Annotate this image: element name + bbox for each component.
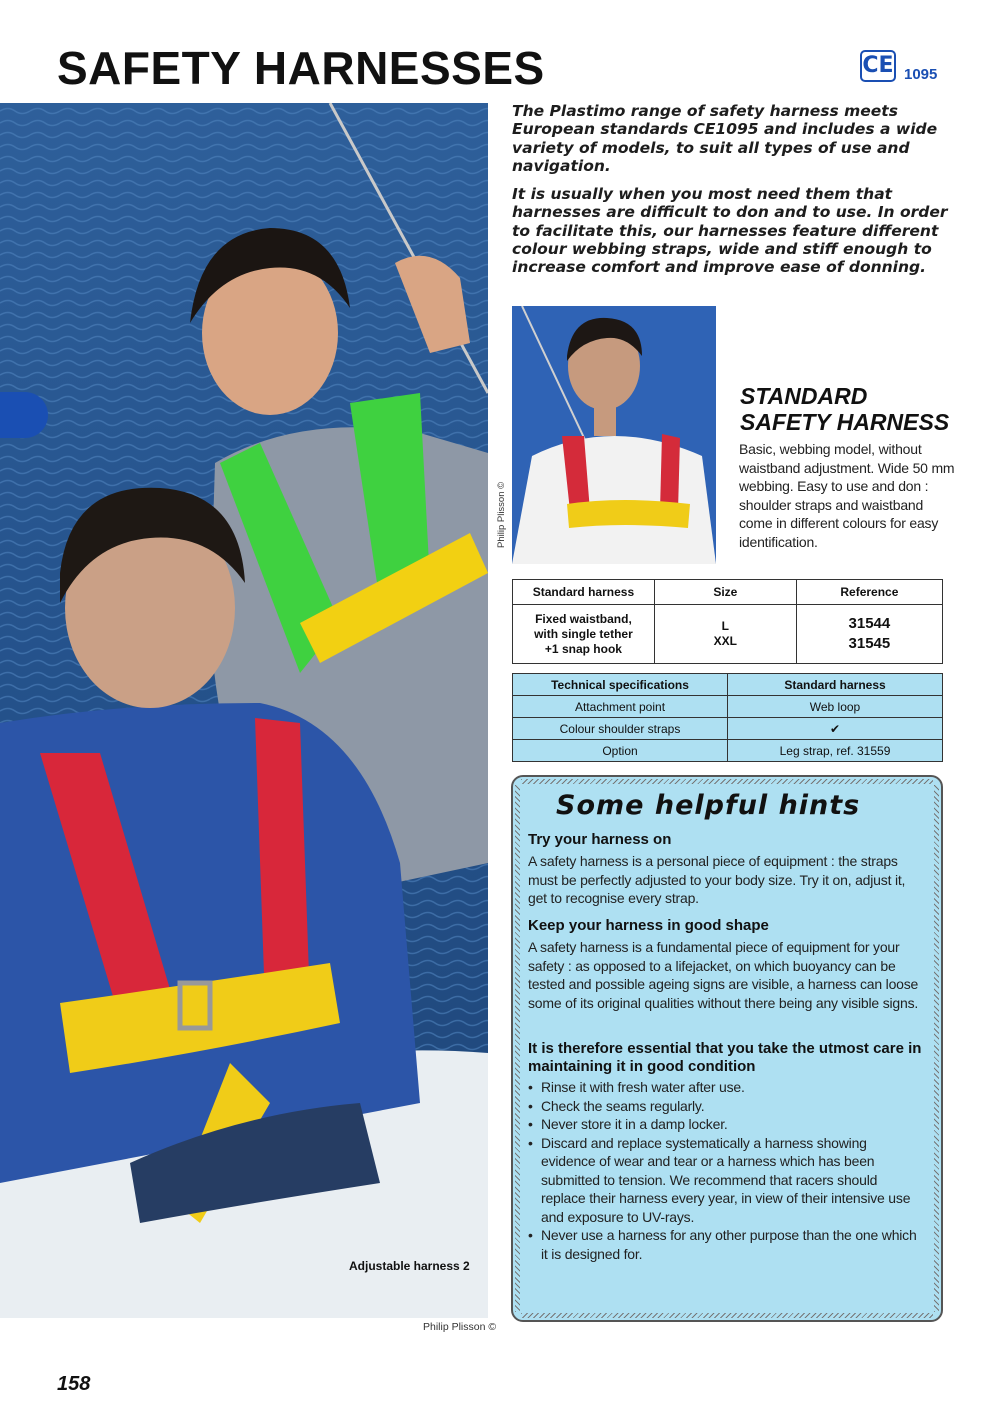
hatch-border xyxy=(521,779,933,784)
table-row xyxy=(513,740,943,762)
ce-standard-number: 1095 xyxy=(904,66,938,83)
hint-heading: It is therefore essential that you take the utmost care in maintaining it in good condition xyxy=(528,1040,922,1075)
list-item: • Check the seams regularly. xyxy=(528,1097,923,1116)
table-header: Standard harness xyxy=(513,580,655,605)
table-cell: Web loop xyxy=(728,696,943,718)
harness-description-line: Fixed waistband, xyxy=(535,611,632,626)
product-photo-credit: Philip Plisson © xyxy=(496,481,507,548)
section-tab xyxy=(0,392,48,438)
table-cell: Colour shoulder straps xyxy=(513,718,728,740)
main-photo-caption: Adjustable harness 2 xyxy=(349,1259,470,1273)
product-title-line: SAFETY HARNESS xyxy=(740,409,950,435)
table-cell: Leg strap, ref. 31559 xyxy=(728,740,943,762)
main-photo-credit: Philip Plisson © xyxy=(423,1321,497,1333)
size-value: XXL xyxy=(713,634,737,648)
table-cell xyxy=(513,605,655,664)
intro-paragraph: It is usually when you most need them that harnesses are difficult to don and to use. In order to facilitate this, our harnesses feature different colour webbing straps, wide and stiff enough to increase comfort and improve ease of donning. xyxy=(512,185,948,277)
product-description: Basic, webbing model, without waistband adjustment. Wide 50 mm webbing. Easy to use and don : shoulder straps and waistband come in different colours for easy identification. xyxy=(739,441,955,550)
table-cell: Option xyxy=(513,740,728,762)
hint-heading: Try your harness on xyxy=(528,831,672,848)
table-row xyxy=(513,718,943,740)
reference-value: 31544 xyxy=(848,615,891,632)
list-item: • Rinse it with fresh water after use. xyxy=(528,1078,923,1097)
table-header: Standard harness xyxy=(728,674,943,696)
reference-value: 31545 xyxy=(848,635,891,652)
product-title xyxy=(740,383,949,435)
list-item: • Discard and replace systematically a harness showing evidence of wear and tear or a harness which has been submitted to tension. We recommend that racers should replace their harness every year, in view of their intensive use and exposure to UV-rays. xyxy=(528,1134,923,1227)
hint-heading: Keep your harness in good shape xyxy=(528,917,769,934)
hatch-border xyxy=(934,785,939,1312)
table-header: Reference xyxy=(796,580,942,605)
table-header-row xyxy=(513,674,943,696)
page-number: 158 xyxy=(57,1373,91,1395)
hint-text: A safety harness is a personal piece of equipment : the straps must be perfectly adjusted to your body size. Try it on, adjust it, get to recognise every strap. xyxy=(528,853,906,906)
main-photo xyxy=(0,103,488,1318)
table-cell xyxy=(796,605,942,664)
maintenance-list xyxy=(528,1078,923,1263)
product-photo xyxy=(512,306,716,564)
table-header: Technical specifications xyxy=(513,674,728,696)
checkmark-icon: ✔ xyxy=(728,718,943,740)
table-cell: Attachment point xyxy=(513,696,728,718)
table-header: Size xyxy=(654,580,796,605)
hint-text: A safety harness is a fundamental piece of equipment for your safety : as opposed to a lifejacket, on which buoyancy can be tested and possible ageing signs are visible, a harness can loose some of its original qualities without there being any visible signs. xyxy=(528,939,919,1011)
harness-description-line: +1 snap hook xyxy=(544,641,622,656)
table-cell xyxy=(654,605,796,664)
product-photo-illustration xyxy=(512,306,716,564)
list-item: • Never use a harness for any other purpose than the one which it is designed for. xyxy=(528,1226,923,1263)
table-row xyxy=(513,605,943,664)
intro-paragraph: The Plastimo range of safety harness meets European standards CE1095 and includes a wide variety of models, to suit all types of use and navigation. xyxy=(512,102,938,175)
table-row xyxy=(513,696,943,718)
hatch-border xyxy=(521,1313,933,1318)
hatch-border xyxy=(515,785,520,1312)
size-value: L xyxy=(721,619,729,633)
product-title-line: STANDARD xyxy=(740,383,868,409)
technical-specs-table xyxy=(512,673,943,762)
hints-title: Some helpful hints xyxy=(556,790,861,821)
table-header-row xyxy=(513,580,943,605)
ce-mark-icon: CE xyxy=(860,50,896,82)
harness-description-line: with single tether xyxy=(534,626,633,641)
size-reference-table xyxy=(512,579,943,664)
main-photo-illustration xyxy=(0,103,488,1318)
list-item: • Never store it in a damp locker. xyxy=(528,1115,923,1134)
page-title: SAFETY HARNESSES xyxy=(57,42,545,94)
